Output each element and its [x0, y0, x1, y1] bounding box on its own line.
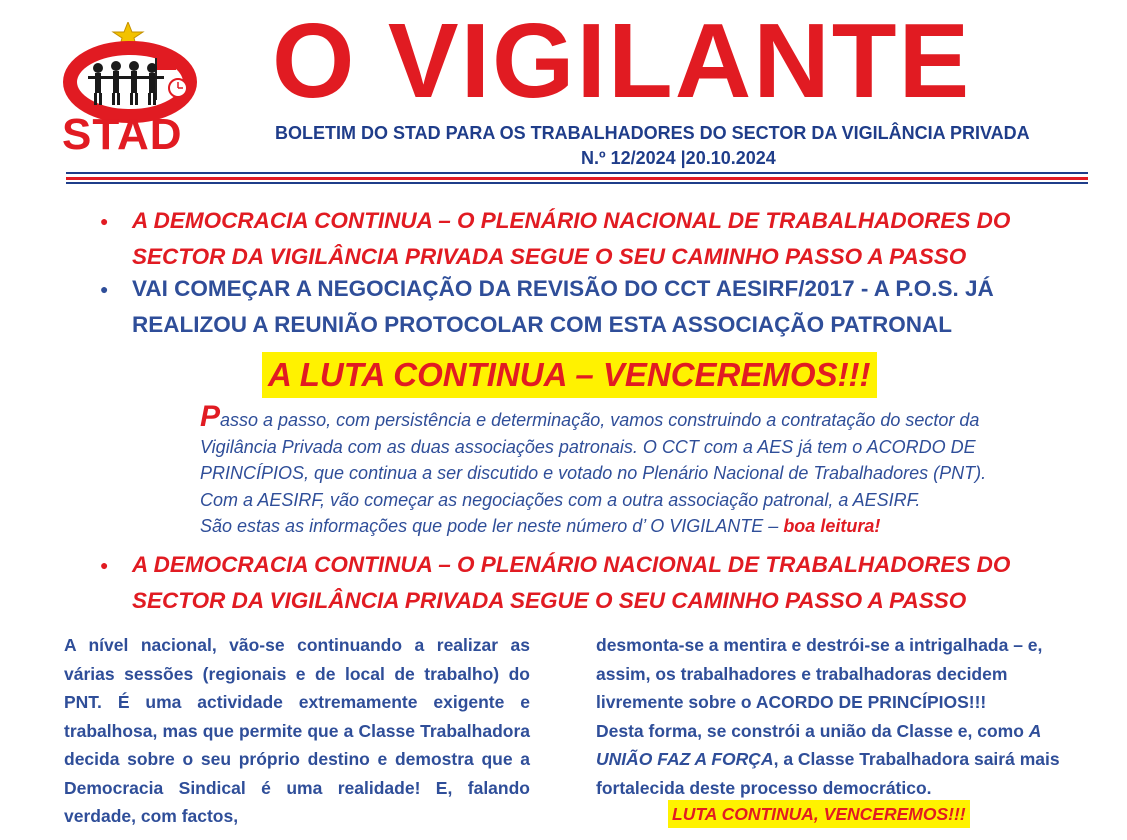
closing-slogan: LUTA CONTINUA, VENCEREMOS!!!	[668, 800, 970, 828]
intro-line: Com a AESIRF, vão começar as negociações com a outra associação patronal, a AESIRF.	[200, 489, 921, 510]
column-paragraph: desmonta-se a mentira e destrói-se a intrigalhada – e, assim, os trabalhadores e trabalhadoras decidem livremente sobre o ACORDO DE PRINCÍPIOS!!!	[596, 635, 1043, 712]
intro-line: PRINCÍPIOS, que continua a ser discutido e votado no Plenário Nacional de Trabalhadores (PNT).	[200, 463, 987, 483]
intro-line: Vigilância Privada com as duas associações patronais. O CCT com a AES já tem o ACORDO DE	[200, 436, 976, 457]
headline-item	[100, 203, 1060, 275]
newsletter-subtitle: BOLETIM DO STAD PARA OS TRABALHADORES DO SECTOR DA VIGILÂNCIA PRIVADA	[275, 123, 1030, 143]
headline-line: REALIZOU A REUNIÃO PROTOCOLAR COM ESTA ASSOCIAÇÃO PATRONAL	[132, 312, 952, 337]
headline-item	[100, 271, 1060, 343]
bullet-icon: ●	[100, 281, 109, 297]
headline-line: SECTOR DA VIGILÂNCIA PRIVADA SEGUE O SEU CAMINHO PASSO A PASSO	[132, 244, 967, 269]
intro-line: asso a passo, com persistência e determinação, vamos construindo a contratação do sector da	[220, 410, 980, 430]
bullet-icon: ●	[100, 213, 109, 229]
section-heading	[100, 547, 1060, 619]
newsletter-title: O VIGILANTE	[272, 2, 972, 120]
emphasis-text: A UNIÃO FAZ A FORÇA	[596, 720, 1041, 769]
intro-line: São estas as informações que pode ler neste número d’ O VIGILANTE –	[200, 516, 784, 536]
column-paragraph: , a Classe Trabalhadora sairá mais fortalecida deste processo democrático.	[596, 749, 1060, 798]
banner-slogan: A LUTA CONTINUA – VENCEREMOS!!!	[262, 352, 877, 398]
logo-wordmark: STAD	[62, 110, 183, 159]
flag-icon	[156, 58, 176, 70]
section-heading-line: A DEMOCRACIA CONTINUA – O PLENÁRIO NACIONAL DE TRABALHADORES DO	[132, 552, 1011, 577]
section-heading-line: SECTOR DA VIGILÂNCIA PRIVADA SEGUE O SEU CAMINHO PASSO A PASSO	[132, 588, 967, 613]
article-column-right	[596, 631, 1062, 802]
article-column-left: A nível nacional, vão-se continuando a realizar as várias sessões (regionais e de local de trabalho) do PNT. É uma actividade extremamente exigente e trabalhosa, mas que permite que a Classe Trabalhadora decida sobre o seu próprio destino e demostra que a Democracia Sindical é uma realidade! E, falando verdade, com factos,	[64, 635, 530, 826]
masthead-rule	[66, 182, 1088, 184]
drop-cap: P	[200, 400, 221, 433]
headline-line: A DEMOCRACIA CONTINUA – O PLENÁRIO NACIONAL DE TRABALHADORES DO	[132, 208, 1011, 233]
intro-paragraph	[200, 400, 1070, 540]
headline-line: VAI COMEÇAR A NEGOCIAÇÃO DA REVISÃO DO CCT AESIRF/2017 - A P.O.S. JÁ	[132, 276, 994, 301]
issue-number: N.º 12/2024 |20.10.2024	[581, 148, 776, 168]
masthead-rule	[66, 177, 1088, 180]
masthead-rule	[66, 172, 1088, 174]
bullet-icon: ●	[100, 557, 109, 573]
intro-signoff: boa leitura!	[783, 516, 881, 536]
column-paragraph: Desta forma, se constrói a união da Classe e, como	[596, 720, 1024, 741]
